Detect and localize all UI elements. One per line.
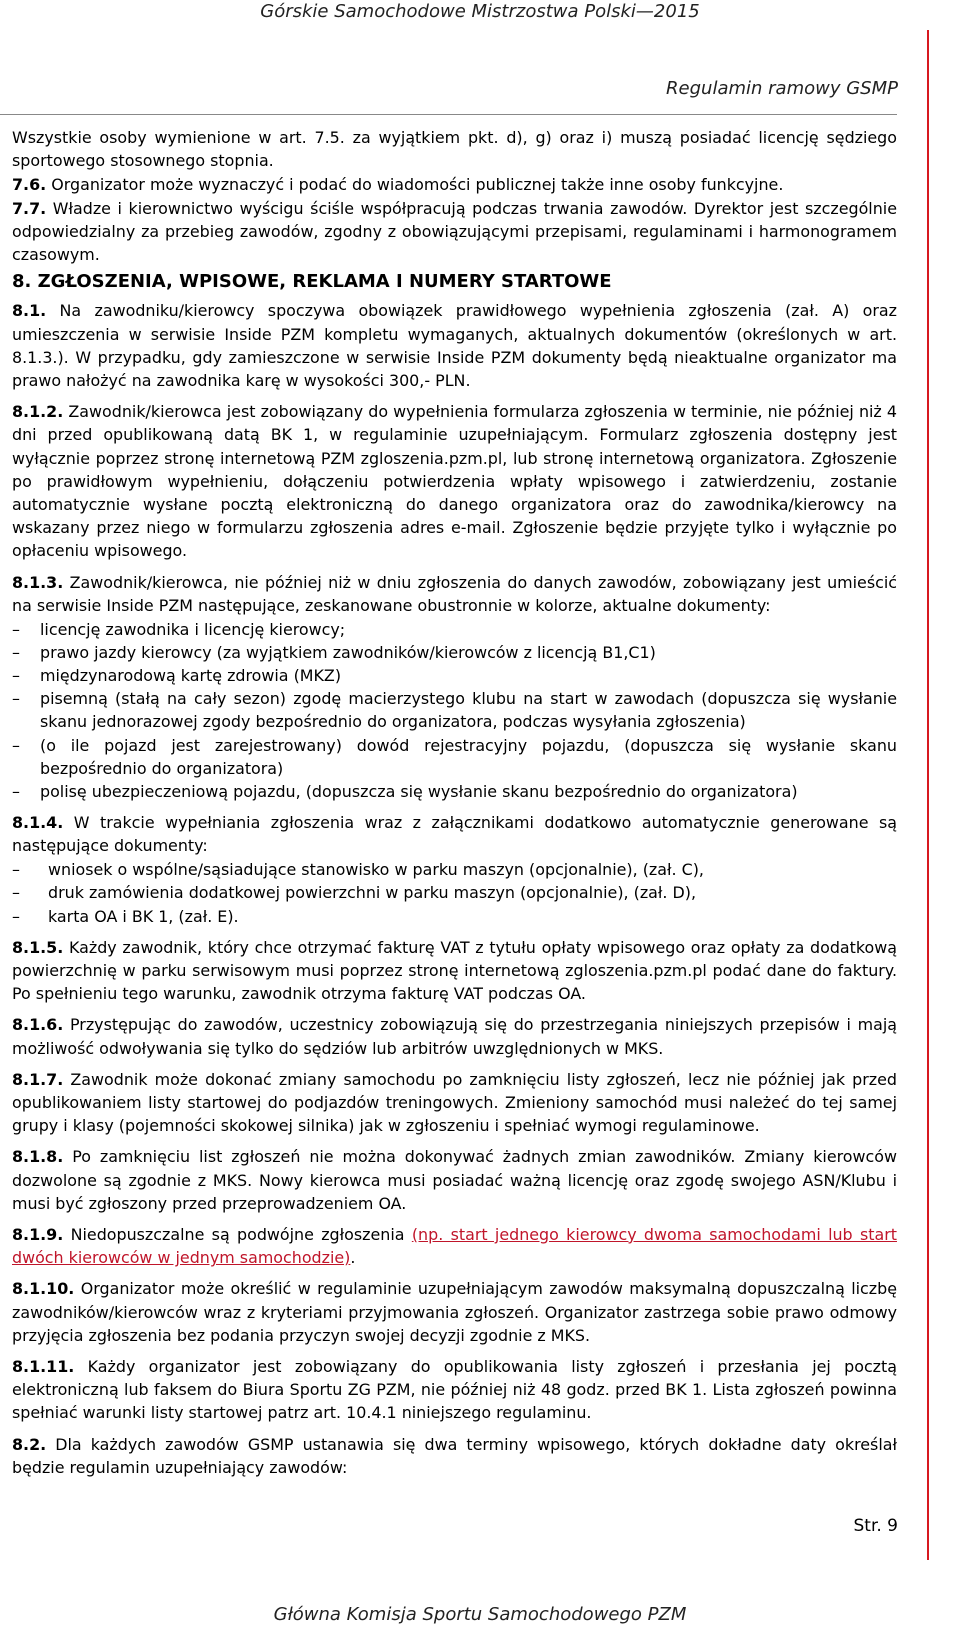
article-number: 8.2. <box>12 1434 47 1454</box>
paragraph-8-1-8 <box>12 1145 897 1215</box>
list-item: – pisemną (stałą na cały sezon) zgodę macierzystego klubu na start w zawodach (dopuszcza się wysłanie skanu jednorazowej zgody bezpośrednio do organizatora, podczas wysyłania zgłoszenia) <box>12 687 897 733</box>
section-heading-8: 8. ZGŁOSZENIA, WPISOWE, REKLAMA I NUMERY STARTOWE <box>12 271 612 293</box>
paragraph-text: Zawodnik/kierowca jest zobowiązany do wypełnienia formularza zgłoszenia w terminie, nie później niż 4 dni przed opublikowaną datą BK 1, w regulaminie uzupełniającym. Formularz zgłoszenia dostępny jest wyłącznie poprzez stronę internetową PZM zgloszenia.pzm.pl, lub stronę internetową organizatora. Zgłoszenie po prawidłowym wypełnieniu, dołączeniu potwierdzenia wpłaty wpisowego i zatwierdzeniu, zostanie automatycznie wysłane pocztą elektroniczną do danego organizatora oraz do zawodnika/kierowcy na wskazany przez niego w formularzu zgłoszenia adres e-mail. Zgłoszenie będzie przyjęte tylko i wyłącznie po opłaceniu wpisowego. <box>12 402 897 561</box>
paragraph-8-1-10 <box>12 1277 897 1347</box>
list-item: – (o ile pojazd jest zarejestrowany) dowód rejestracyjny pojazdu, (dopuszcza się wysłanie skanu bezpośrednio do organizatora) <box>12 734 897 780</box>
paragraph-7-6 <box>12 173 897 196</box>
paragraph-text: Zawodnik może dokonać zmiany samochodu po zamknięciu listy zgłoszeń, lecz nie później jak przed opublikowaniem listy startowej do podjazdów treningowych. Zmieniony samochód musi należeć do tej samej grupy i klasy (pojemności skokowej silnika) jak w zgłoszeniu i spełniać wymogi regulaminowe. <box>12 1069 897 1136</box>
margin-red-line <box>927 30 929 1560</box>
paragraph-8-1 <box>12 299 897 392</box>
document-body <box>12 126 897 1479</box>
paragraph-text: Dla każdych zawodów GSMP ustanawia się dwa terminy wpisowego, których dokładne daty określał będzie regulamin uzupełniający zawodów: <box>12 1434 897 1477</box>
paragraph-text: Każdy zawodnik, który chce otrzymać fakturę VAT z tytułu opłaty wpisowego oraz opłaty za dodatkową powierzchnię w parku serwisowym musi poprzez stronę internetową zgloszenia.pzm.pl podać dane do faktury. Po spełnieniu tego warunku, zawodnik otrzyma fakturę VAT podczas OA. <box>12 937 897 1004</box>
paragraph-text: Każdy organizator jest zobowiązany do opublikowania listy zgłoszeń i przesłania jej pocztą elektroniczną lub faksem do Biura Sportu ZG PZM, nie później niż 48 godz. przed BK 1. Lista zgłoszeń powinna spełniać warunki listy startowej patrz art. 10.4.1 niniejszego regulaminu. <box>12 1356 897 1423</box>
article-number: 8.1. <box>12 301 47 321</box>
article-number: 8.1.5. <box>12 937 64 957</box>
paragraph-8-1-9 <box>12 1223 897 1269</box>
article-number: 8.1.8. <box>12 1147 64 1167</box>
paragraph-text: Przystępując do zawodów, uczestnicy zobowiązują się do przestrzegania niniejszych przepisów i mają możliwość odwoływania się tylko do sędziów lub arbitrów uwzględnionych w MKS. <box>12 1015 897 1058</box>
paragraph-8-1-6 <box>12 1013 897 1059</box>
paragraph-text: Organizator może wyznaczyć i podać do wiadomości publicznej także inne osoby funkcyjne. <box>51 174 784 194</box>
article-number: 8.1.9. <box>12 1224 64 1244</box>
article-number: 8.1.11. <box>12 1356 75 1376</box>
header-subtitle: Regulamin ramowy GSMP <box>666 78 898 99</box>
paragraph-8-2 <box>12 1433 897 1479</box>
paragraph-text: Zawodnik/kierowca, nie później niż w dniu zgłoszenia do danych zawodów, zobowiązany jest umieścić na serwisie Inside PZM następujące, zeskanowane obustronnie w kolorze, aktualne dokumenty: <box>12 572 897 615</box>
article-number: 7.6. <box>12 174 47 194</box>
paragraph-8-1-7 <box>12 1068 897 1138</box>
sentence-end: . <box>350 1248 356 1268</box>
list-item: – polisę ubezpieczeniową pojazdu, (dopuszcza się wysłanie skanu bezpośrednio do organizatora) <box>12 780 897 803</box>
paragraph-8-1-11 <box>12 1355 897 1425</box>
list-item: – wniosek o wspólne/sąsiadujące stanowisko w parku maszyn (opcjonalnie), (zał. C), <box>12 858 897 881</box>
red-underlined-example: (np. start jednego kierowcy dwoma samochodami lub start dwóch kierowców w jednym samochodzie) <box>12 1224 897 1268</box>
list-item: – druk zamówienia dodatkowej powierzchni w parku maszyn (opcjonalnie), (zał. D), <box>12 881 897 904</box>
paragraph-7-5-note: Wszystkie osoby wymienione w art. 7.5. za wyjątkiem pkt. d), g) oraz i) muszą posiadać licencję sędziego sportowego stosownego stopnia. <box>12 128 897 171</box>
article-number: 8.1.10. <box>12 1279 75 1299</box>
article-number: 7.7. <box>12 198 47 218</box>
article-number: 8.1.6. <box>12 1015 64 1035</box>
generated-documents-list <box>12 858 897 928</box>
paragraph-text: Niedopuszczalne są podwójne zgłoszenia <box>70 1224 405 1244</box>
paragraph-8-1-3 <box>12 571 897 617</box>
paragraph-8-1-5 <box>12 936 897 1006</box>
paragraph-8-1-4 <box>12 811 897 857</box>
paragraph-text: Władze i kierownictwo wyścigu ściśle współpracują podczas trwania zawodów. Dyrektor jest szczególnie odpowiedzialny za przebieg zawodów, zgodny z obowiązującymi przepisami, regulaminami i harmonogramem czasowym. <box>12 198 897 265</box>
paragraph-8-1-2 <box>12 400 897 562</box>
list-item: – karta OA i BK 1, (zał. E). <box>12 905 897 928</box>
list-item: – międzynarodową kartę zdrowia (MKZ) <box>12 664 897 687</box>
paragraph-text: Po zamknięciu list zgłoszeń nie można dokonywać żadnych zmian zawodników. Zmiany kierowców dozwolone są zgodnie z MKS. Nowy kierowca musi posiadać ważną licencję oraz zgodę swojego ASN/Klubu i musi być zgłoszony przed przeprowadzeniem OA. <box>12 1147 897 1213</box>
page-number: Str. 9 <box>853 1516 898 1536</box>
article-number: 8.1.7. <box>12 1069 64 1089</box>
article-number: 8.1.2. <box>12 402 64 422</box>
paragraph-text: W trakcie wypełniania zgłoszenia wraz z załącznikami dodatkowo automatycznie generowane są następujące dokumenty: <box>12 813 897 856</box>
footer-org: Główna Komisja Sportu Samochodowego PZM <box>273 1604 687 1625</box>
paragraph-text: Organizator może określić w regulaminie uzupełniającym zawodów maksymalną dopuszczalną liczbę zawodników/kierowców wraz z kryteriami przyjmowania zgłoszeń. Organizator zastrzega sobie prawo odmowy przyjęcia zgłoszenia bez podania przyczyn swojej decyzji zgodnie z MKS. <box>12 1279 897 1345</box>
header-title: Górskie Samochodowe Mistrzostwa Polski—2015 <box>260 1 700 22</box>
header-divider <box>0 114 897 115</box>
article-number: 8.1.4. <box>12 813 64 833</box>
document-list <box>12 618 897 804</box>
list-item: – licencję zawodnika i licencję kierowcy; <box>12 618 897 641</box>
list-item: – prawo jazdy kierowcy (za wyjątkiem zawodników/kierowców z licencją B1,C1) <box>12 641 897 664</box>
paragraph-text: Na zawodniku/kierowcy spoczywa obowiązek prawidłowego wypełnienia zgłoszenia (zał. A) oraz umieszczenia w serwisie Inside PZM kompletu wymaganych, aktualnych dokumentów (określonych w art. 8.1.3.). W przypadku, gdy zamieszczone w serwisie Inside PZM dokumenty będą nieaktualne organizator ma prawo nałożyć na zawodnika karę w wysokości 300,- PLN. <box>12 301 898 391</box>
paragraph-7-7 <box>12 197 897 267</box>
article-number: 8.1.3. <box>12 572 64 592</box>
